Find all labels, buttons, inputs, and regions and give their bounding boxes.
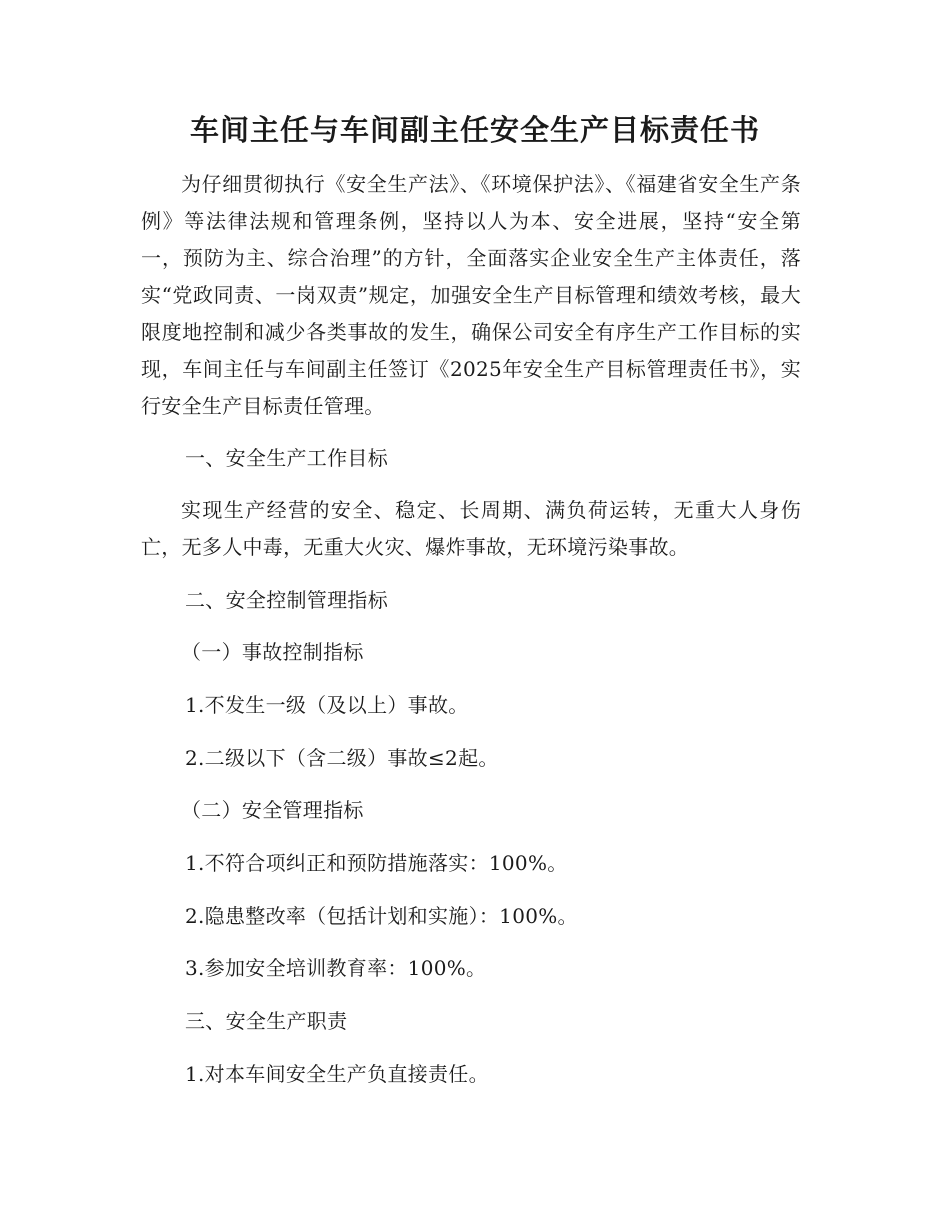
sub1-item-2: 2.二级以下（含二级）事故≤2起。	[185, 746, 499, 770]
sub2-item-3: 3.参加安全培训教育率：100%。	[185, 956, 487, 980]
sub2-item-1: 1.不符合项纠正和预防措施落实：100%。	[185, 851, 568, 875]
sub1-item-1: 1.不发生一级（及以上）事故。	[185, 693, 469, 717]
section2-heading: 二、安全控制管理指标	[185, 588, 388, 612]
sub1-heading: （一）事故控制指标	[181, 640, 364, 664]
section3-item-1: 1.对本车间安全生产负直接责任。	[185, 1062, 489, 1086]
section1-body: 实现生产经营的安全、稳定、长周期、满负荷运转，无重大人身伤亡，无多人中毒，无重大火灾、爆炸事故，无环境污染事故。	[141, 498, 801, 559]
sub2-item-2: 2.隐患整改率（包括计划和实施）：100%。	[185, 904, 578, 928]
section3-heading: 三、安全生产职责	[185, 1009, 348, 1033]
document-title: 车间主任与车间副主任安全生产目标责任书	[189, 113, 760, 147]
sub2-heading: （二）安全管理指标	[181, 798, 364, 822]
intro-paragraph: 为仔细贯彻执行《安全生产法》、《环境保护法》、《福建省安全生产条例》等法律法规和管理条例，坚持以人为本、安全进展，坚持“安全第一，预防为主、综合治理”的方针，全面落实企业安全生产主体责任，落实“党政同责、一岗双责”规定，加强安全生产目标管理和绩效考核，最大限度地控制和减少各类事故的发生，确保公司安全有序生产工作目标的实现，车间主任与车间副主任签订《2025年安全生产目标管理责任书》，实行安全生产目标责任管理。	[141, 172, 801, 418]
section1-heading: 一、安全生产工作目标	[185, 446, 388, 470]
